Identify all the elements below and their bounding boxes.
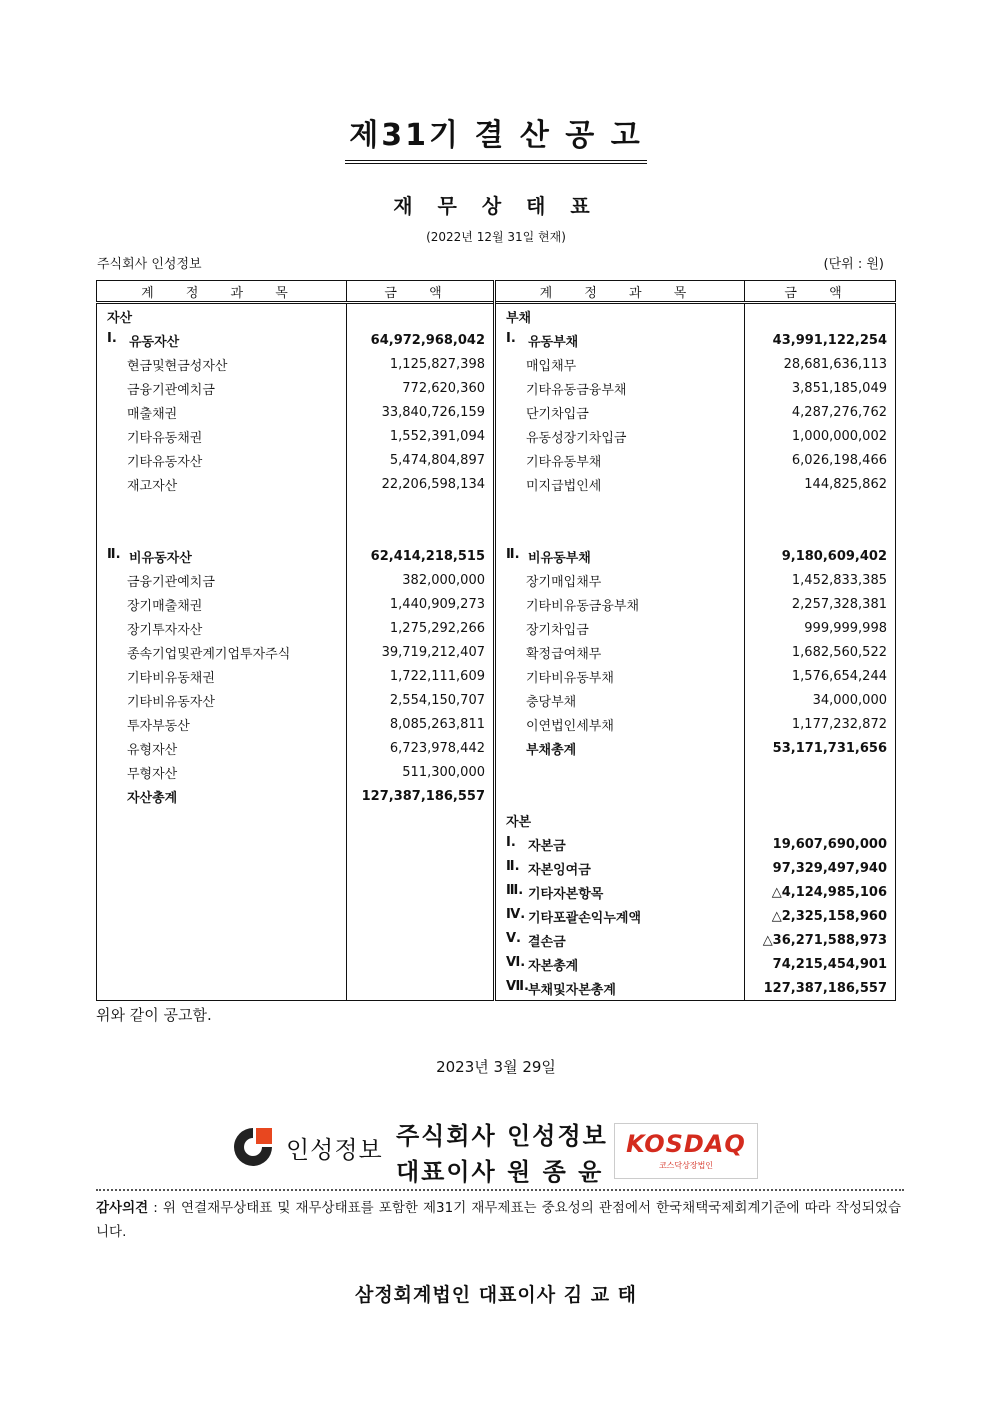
account-name: 매입채무 <box>526 358 577 374</box>
account-name: 기타비유동부채 <box>526 670 614 686</box>
header-account-right: 계 정 과 목 <box>495 281 745 303</box>
liability-equity-amount-cell: 3,851,185,049 <box>745 376 896 400</box>
auditor-signature: 삼정회계법인 대표이사 김 교 태 <box>354 1284 638 1306</box>
account-name: 현금및현금성자산 <box>127 358 228 374</box>
asset-amount-cell <box>347 952 495 976</box>
asset-amount-cell: 22,206,598,134 <box>347 472 495 496</box>
asset-account-cell <box>97 928 347 952</box>
liability-equity-amount-cell: 19,607,690,000 <box>745 832 896 856</box>
asset-account-cell <box>97 688 347 712</box>
roman-numeral: Ⅱ. <box>107 546 121 562</box>
liability-equity-account-cell <box>495 400 745 424</box>
table-row <box>97 808 896 832</box>
account-name: 무형자산 <box>127 766 178 782</box>
signature-ceo: 대표이사 원 종 윤 <box>396 1158 604 1186</box>
asset-account-cell <box>97 376 347 400</box>
liability-equity-amount-cell: 144,825,862 <box>745 472 896 496</box>
liability-equity-amount-cell: 1,576,654,244 <box>745 664 896 688</box>
account-name: 장기매입채무 <box>526 574 602 590</box>
table-row <box>97 376 896 400</box>
asset-amount-cell: 8,085,263,811 <box>347 712 495 736</box>
roman-numeral: Ⅲ. <box>506 882 524 898</box>
asset-amount-cell <box>347 976 495 1001</box>
account-name: 비유동부채 <box>528 550 591 566</box>
asset-account-cell <box>97 496 347 520</box>
asset-account-cell <box>97 328 347 352</box>
liability-equity-account-cell <box>495 303 745 329</box>
table-row <box>97 520 896 544</box>
table-row <box>97 328 896 352</box>
asset-amount-cell <box>347 496 495 520</box>
account-name: 자본총계 <box>528 958 579 974</box>
table-row <box>97 568 896 592</box>
account-name: 금융기관예치금 <box>127 574 215 590</box>
asset-account-cell <box>97 400 347 424</box>
account-name: 기타포괄손익누계액 <box>528 910 642 926</box>
asset-amount-cell: 772,620,360 <box>347 376 495 400</box>
account-name: 기타유동부채 <box>526 454 602 470</box>
liability-equity-account-cell <box>495 520 745 544</box>
account-name: 기타비유동채권 <box>127 670 215 686</box>
statement-subtitle: 재 무 상 태 표 <box>393 194 599 218</box>
asset-account-cell <box>97 760 347 784</box>
liability-equity-account-cell <box>495 832 745 856</box>
kosdaq-logo <box>614 1123 758 1179</box>
account-name: 단기차입금 <box>526 406 589 422</box>
asset-account-cell <box>97 352 347 376</box>
asset-amount-cell <box>347 880 495 904</box>
table-row <box>97 928 896 952</box>
liability-equity-amount-cell <box>745 760 896 784</box>
liability-equity-amount-cell: △4,124,985,106 <box>745 880 896 904</box>
table-row <box>97 784 896 808</box>
account-name: 종속기업및관계기업투자주식 <box>127 646 291 662</box>
account-name: 장기투자자산 <box>127 622 203 638</box>
liability-equity-account-cell <box>495 424 745 448</box>
table-row <box>97 400 896 424</box>
roman-numeral: Ⅳ. <box>506 906 526 922</box>
statement-date: (2022년 12월 31일 현재) <box>426 230 566 244</box>
asset-account-cell <box>97 952 347 976</box>
liability-equity-account-cell <box>495 928 745 952</box>
company-logo <box>230 1124 383 1170</box>
logo-mark-icon <box>230 1124 276 1170</box>
asset-amount-cell: 382,000,000 <box>347 568 495 592</box>
dotted-divider <box>96 1189 904 1191</box>
asset-account-cell <box>97 448 347 472</box>
asset-account-cell <box>97 856 347 880</box>
company-name: 주식회사 인성정보 <box>97 257 202 272</box>
audit-opinion <box>96 1196 901 1244</box>
account-name: 기타비유동금융부채 <box>526 598 640 614</box>
asset-amount-cell <box>347 520 495 544</box>
account-name: 부채총계 <box>526 742 577 758</box>
signature-block <box>396 1118 608 1190</box>
asset-amount-cell: 5,474,804,897 <box>347 448 495 472</box>
table-row <box>97 472 896 496</box>
account-name: 장기차입금 <box>526 622 589 638</box>
roman-numeral: Ⅱ. <box>506 546 520 562</box>
table-row <box>97 664 896 688</box>
liability-equity-account-cell <box>495 952 745 976</box>
liability-equity-amount-cell <box>745 808 896 832</box>
asset-account-cell <box>97 832 347 856</box>
table-row <box>97 592 896 616</box>
account-name: 유동성장기차입금 <box>526 430 627 446</box>
liability-equity-amount-cell: 74,215,454,901 <box>745 952 896 976</box>
liability-equity-account-cell <box>495 712 745 736</box>
table-row <box>97 303 896 329</box>
liability-equity-account-cell <box>495 856 745 880</box>
asset-amount-cell: 1,722,111,609 <box>347 664 495 688</box>
table-row <box>97 880 896 904</box>
asset-amount-cell: 33,840,726,159 <box>347 400 495 424</box>
liability-equity-amount-cell: 1,452,833,385 <box>745 568 896 592</box>
liability-equity-account-cell <box>495 496 745 520</box>
liability-equity-amount-cell <box>745 784 896 808</box>
asset-account-cell <box>97 736 347 760</box>
kosdaq-subtext: 코스닥상장법인 <box>658 1161 714 1170</box>
table-row <box>97 616 896 640</box>
balance-sheet-table <box>96 280 896 1001</box>
asset-account-cell <box>97 592 347 616</box>
liability-equity-account-cell <box>495 688 745 712</box>
liability-equity-account-cell <box>495 664 745 688</box>
liability-equity-amount-cell: 1,682,560,522 <box>745 640 896 664</box>
liability-equity-amount-cell: △2,325,158,960 <box>745 904 896 928</box>
roman-numeral: Ⅰ. <box>506 834 516 850</box>
audit-text: : 위 연결재무상태표 및 재무상태표를 포함한 제31기 재무제표는 중요성의 관점에서 한국채택국제회계기준에 따라 작성되었습니다. <box>96 1200 901 1240</box>
liability-equity-amount-cell: 999,999,998 <box>745 616 896 640</box>
account-name: 부채 <box>506 310 532 326</box>
asset-amount-cell: 1,552,391,094 <box>347 424 495 448</box>
liability-equity-amount-cell: 1,000,000,002 <box>745 424 896 448</box>
table-row <box>97 640 896 664</box>
account-name: 기타자본항목 <box>528 886 604 902</box>
asset-amount-cell: 2,554,150,707 <box>347 688 495 712</box>
liability-equity-account-cell <box>495 736 745 760</box>
account-name: 유동자산 <box>129 334 180 350</box>
liability-equity-amount-cell: 28,681,636,113 <box>745 352 896 376</box>
logo-text: 인성정보 <box>286 1135 383 1164</box>
asset-account-cell <box>97 544 347 568</box>
liability-equity-account-cell <box>495 808 745 832</box>
account-name: 매출채권 <box>127 406 178 422</box>
roman-numeral: Ⅱ. <box>506 858 520 874</box>
account-name: 기타유동자산 <box>127 454 203 470</box>
account-name: 충당부채 <box>526 694 577 710</box>
liability-equity-amount-cell: 2,257,328,381 <box>745 592 896 616</box>
table-row <box>97 496 896 520</box>
asset-account-cell <box>97 664 347 688</box>
account-name: 기타비유동자산 <box>127 694 215 710</box>
asset-account-cell <box>97 712 347 736</box>
table-row <box>97 352 896 376</box>
account-name: 장기매출채권 <box>127 598 203 614</box>
account-name: 금융기관예치금 <box>127 382 215 398</box>
asset-amount-cell <box>347 832 495 856</box>
account-name: 자산총계 <box>127 790 178 806</box>
account-name: 자본 <box>506 814 532 830</box>
account-name: 재고자산 <box>127 478 178 494</box>
asset-amount-cell <box>347 928 495 952</box>
asset-amount-cell: 1,440,909,273 <box>347 592 495 616</box>
liability-equity-account-cell <box>495 472 745 496</box>
liability-equity-amount-cell <box>745 303 896 329</box>
header-account-left: 계 정 과 목 <box>97 281 347 303</box>
asset-account-cell <box>97 303 347 329</box>
account-name: 결손금 <box>528 934 566 950</box>
liability-equity-account-cell <box>495 352 745 376</box>
asset-account-cell <box>97 520 347 544</box>
asset-account-cell <box>97 568 347 592</box>
asset-account-cell <box>97 808 347 832</box>
table-row <box>97 712 896 736</box>
document-title: 제31기 결 산 공 고 <box>0 110 992 164</box>
account-name: 기타유동채권 <box>127 430 203 446</box>
liability-equity-account-cell <box>495 760 745 784</box>
liability-equity-amount-cell: 34,000,000 <box>745 688 896 712</box>
asset-amount-cell: 1,125,827,398 <box>347 352 495 376</box>
asset-account-cell <box>97 904 347 928</box>
table-row <box>97 904 896 928</box>
signature-company: 주식회사 인성정보 <box>396 1122 608 1150</box>
asset-amount-cell <box>347 303 495 329</box>
liability-equity-account-cell <box>495 544 745 568</box>
asset-account-cell <box>97 784 347 808</box>
table-row <box>97 976 896 1001</box>
asset-account-cell <box>97 880 347 904</box>
roman-numeral: Ⅰ. <box>107 330 117 346</box>
roman-numeral: Ⅰ. <box>506 330 516 346</box>
account-name: 유동부채 <box>528 334 579 350</box>
asset-account-cell <box>97 616 347 640</box>
liability-equity-account-cell <box>495 784 745 808</box>
unit-label: (단위 : 원) <box>823 257 884 272</box>
table-row <box>97 832 896 856</box>
account-name: 기타유동금융부채 <box>526 382 627 398</box>
roman-numeral: Ⅶ. <box>506 978 529 994</box>
liability-equity-amount-cell: △36,271,588,973 <box>745 928 896 952</box>
liability-equity-amount-cell: 6,026,198,466 <box>745 448 896 472</box>
announcement-text: 위와 같이 공고함. <box>96 1006 212 1024</box>
audit-label: 감사의견 <box>96 1200 149 1216</box>
liability-equity-amount-cell: 53,171,731,656 <box>745 736 896 760</box>
liability-equity-account-cell <box>495 904 745 928</box>
liability-equity-account-cell <box>495 880 745 904</box>
liability-equity-account-cell <box>495 592 745 616</box>
table-row <box>97 424 896 448</box>
liability-equity-account-cell <box>495 568 745 592</box>
liability-equity-amount-cell: 97,329,497,940 <box>745 856 896 880</box>
liability-equity-account-cell <box>495 976 745 1001</box>
account-name: 자본금 <box>528 838 566 854</box>
liability-equity-amount-cell: 43,991,122,254 <box>745 328 896 352</box>
liability-equity-account-cell <box>495 640 745 664</box>
account-name: 투자부동산 <box>127 718 190 734</box>
header-amount-left: 금 액 <box>347 281 495 303</box>
asset-amount-cell <box>347 856 495 880</box>
asset-account-cell <box>97 640 347 664</box>
asset-account-cell <box>97 976 347 1001</box>
table-row <box>97 448 896 472</box>
asset-amount-cell: 511,300,000 <box>347 760 495 784</box>
liability-equity-amount-cell: 1,177,232,872 <box>745 712 896 736</box>
account-name: 부채및자본총계 <box>528 982 616 998</box>
table-row <box>97 856 896 880</box>
asset-amount-cell <box>347 808 495 832</box>
asset-amount-cell: 1,275,292,266 <box>347 616 495 640</box>
liability-equity-account-cell <box>495 328 745 352</box>
account-name: 자본잉여금 <box>528 862 591 878</box>
liability-equity-amount-cell <box>745 520 896 544</box>
account-name: 자산 <box>107 310 133 326</box>
table-row <box>97 952 896 976</box>
asset-amount-cell: 127,387,186,557 <box>347 784 495 808</box>
header-amount-right: 금 액 <box>745 281 896 303</box>
asset-amount-cell: 6,723,978,442 <box>347 736 495 760</box>
liability-equity-amount-cell: 4,287,276,762 <box>745 400 896 424</box>
account-name: 비유동자산 <box>129 550 192 566</box>
liability-equity-amount-cell: 9,180,609,402 <box>745 544 896 568</box>
asset-amount-cell <box>347 904 495 928</box>
liability-equity-amount-cell: 127,387,186,557 <box>745 976 896 1001</box>
asset-account-cell <box>97 472 347 496</box>
table-row <box>97 736 896 760</box>
table-row <box>97 544 896 568</box>
table-row <box>97 688 896 712</box>
publication-date: 2023년 3월 29일 <box>436 1058 556 1076</box>
asset-amount-cell: 64,972,968,042 <box>347 328 495 352</box>
asset-amount-cell: 39,719,212,407 <box>347 640 495 664</box>
roman-numeral: Ⅵ. <box>506 954 526 970</box>
account-name: 확정급여채무 <box>526 646 602 662</box>
liability-equity-account-cell <box>495 376 745 400</box>
account-name: 유형자산 <box>127 742 178 758</box>
liability-equity-account-cell <box>495 616 745 640</box>
account-name: 이연법인세부채 <box>526 718 614 734</box>
account-name: 미지급법인세 <box>526 478 602 494</box>
liability-equity-account-cell <box>495 448 745 472</box>
liability-equity-amount-cell <box>745 496 896 520</box>
asset-amount-cell: 62,414,218,515 <box>347 544 495 568</box>
table-row <box>97 760 896 784</box>
kosdaq-text: KOSDAQ <box>626 1130 746 1158</box>
roman-numeral: Ⅴ. <box>506 930 521 946</box>
asset-account-cell <box>97 424 347 448</box>
